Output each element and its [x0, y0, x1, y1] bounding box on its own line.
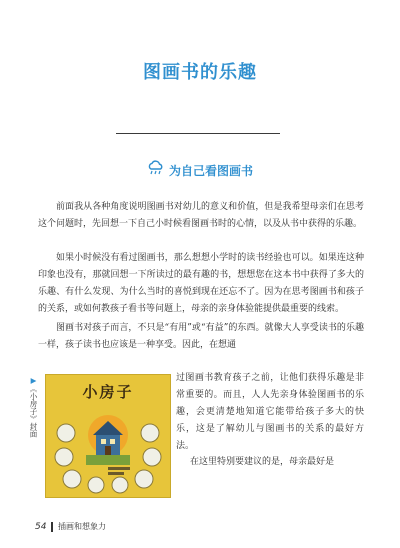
book-cover-image [45, 374, 171, 498]
cover-caption [24, 376, 38, 438]
section-heading [0, 160, 400, 180]
page-footer [35, 521, 106, 532]
footer-book-title: 插画和想象力 [57, 522, 106, 531]
section-heading-text: 为自己看图画书 [168, 164, 253, 178]
cover-illustration [46, 375, 170, 497]
paragraph-1: 前面我从各种角度说明图画书对幼儿的意义和价值，但是我希望母亲们在思考这个问题时，先回想一下自己小时候看图画书时的心情，以及从书中获得的乐趣。 [38, 202, 364, 229]
cover-caption-text: 《小房子》封面 [29, 385, 38, 438]
title-divider [116, 133, 280, 134]
paragraph-4: 过图画书教育孩子之前，让他们获得乐趣是非常重要的。而且，人人先亲身体验图画书的乐趣，会更清楚地知道它能带给孩子多大的快乐，这是了解幼儿与图画书的关系的最好方法。 [176, 373, 364, 451]
chapter-title: 图画书的乐趣 [143, 62, 257, 83]
page-number: 54 [35, 522, 47, 532]
paragraph-2: 如果小时候没有看过图画书，那么想想小学时的读书经验也可以。如果连这种印象也没有，那就回想一下所读过的最有趣的书，想想您在这本书中获得了多大的乐趣、有什么发现、为什么当时的喜悦到现在还忘不了。因为在思考图画书和孩子的关系，或如何教孩子看书等问题上，母亲的亲身体验能提供最重要的线索。 [38, 253, 364, 314]
paragraph-5: 在这里特别要建议的是，母亲最好是 [190, 457, 335, 467]
footer-divider [51, 522, 53, 532]
cover-title: 小房子 [82, 383, 134, 401]
triangle-marker-icon: ▶ [29, 376, 38, 385]
paragraph-3: 图画书对孩子而言，不只是“有用”或“有益”的东西。就像大人享受读书的乐趣一样，孩子读书也应该是一种享受。因此，在想通 [38, 323, 364, 350]
cloud-rain-icon [147, 160, 165, 182]
